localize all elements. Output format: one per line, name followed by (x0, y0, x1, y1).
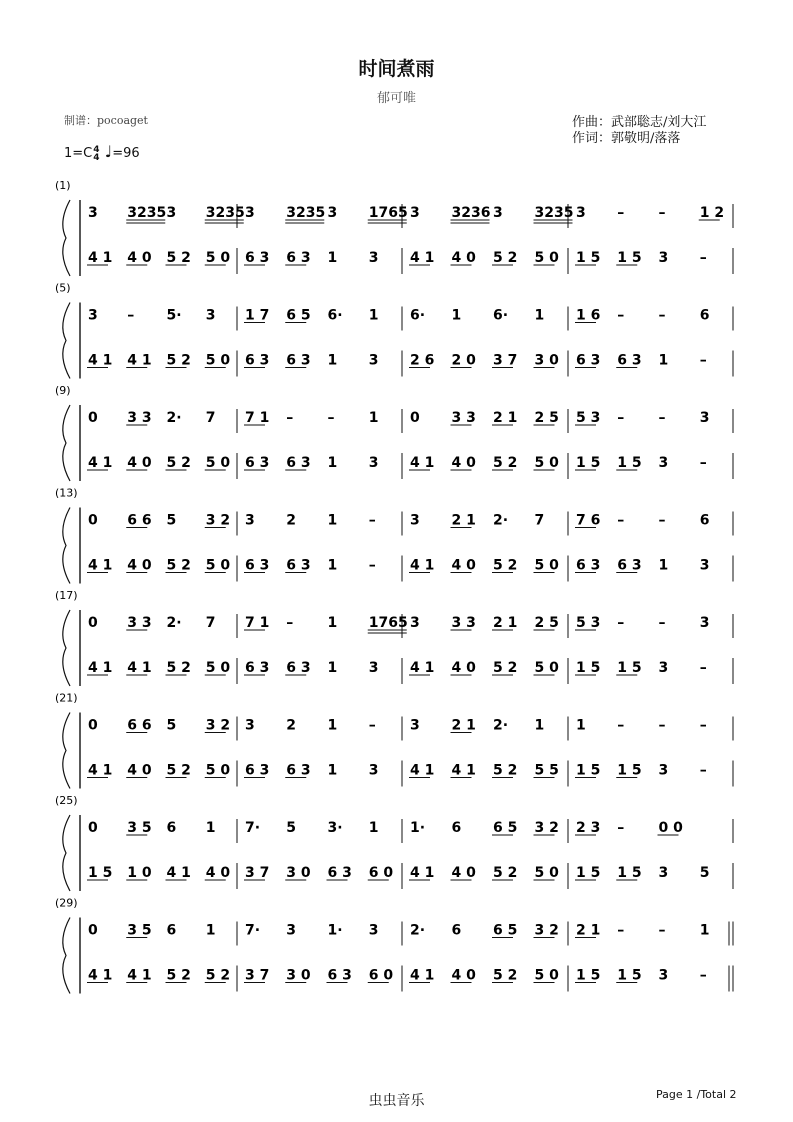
upper-beat: 6 (699, 512, 710, 529)
lower-beat: 4 1 (410, 557, 435, 574)
upper-beat: 3235 (127, 205, 167, 221)
upper-beat: 3 2 (205, 512, 231, 529)
upper-beat: 3 (410, 512, 420, 529)
lower-beat: 4 1 (410, 250, 435, 266)
upper-beat: 0 (88, 410, 98, 426)
lower-beat: 4 1 (410, 660, 435, 676)
page-number: Page 1 /Total 2 (656, 1088, 737, 1101)
lower-beat: 1 5 (88, 865, 113, 881)
lower-beat: 6 3 (617, 557, 642, 574)
upper-beat: 1 (327, 717, 338, 734)
lower-beat: 4 1 (127, 352, 152, 369)
lower-beat: 1 (327, 762, 338, 779)
upper-beat: 1 6 (576, 307, 601, 324)
upper-beat: 5 3 (576, 410, 601, 426)
system-number: (9) (55, 384, 71, 397)
lower-beat: 4 0 (127, 557, 152, 574)
system-number: (25) (55, 794, 78, 807)
lower-beat: 4 0 (127, 762, 152, 779)
upper-beat: 5· (166, 307, 182, 324)
lower-beat: 3 (368, 250, 379, 266)
upper-beat: 1 2 (699, 205, 725, 221)
lower-beat: 5 2 (493, 660, 518, 676)
upper-beat: 3236 (451, 205, 491, 221)
lower-beat: 1 5 (617, 865, 642, 881)
notator-credit: 制谱：pocoaget (64, 114, 148, 127)
upper-beat: – (699, 717, 707, 734)
lower-beat: 6 0 (368, 967, 394, 984)
upper-beat: 3 (410, 205, 420, 221)
upper-beat: 1 (576, 717, 586, 734)
lower-beat: 6 3 (286, 660, 311, 676)
lower-beat: 5 2 (205, 967, 231, 984)
upper-beat: 3 (88, 307, 98, 324)
lower-beat: 5 2 (166, 967, 191, 984)
system-number: (5) (55, 281, 71, 295)
upper-beat: 7· (245, 820, 261, 836)
upper-beat: 6 (166, 820, 177, 836)
upper-beat: 6 (699, 307, 710, 324)
lower-beat: 6 3 (576, 352, 601, 369)
lower-beat: 1 0 (127, 865, 152, 881)
quarter-note-icon: ♩ (104, 142, 113, 161)
upper-beat: 1 (368, 307, 379, 324)
lower-beat: 5 2 (166, 660, 191, 676)
lower-beat: 5 0 (534, 865, 559, 881)
lower-beat: 4 0 (451, 250, 476, 266)
lower-beat: 6 3 (286, 455, 311, 471)
grand-staff-brace (63, 405, 70, 481)
lower-beat: 3 7 (493, 352, 518, 369)
lower-beat: – (699, 250, 707, 266)
lower-beat: 6 3 (245, 660, 270, 676)
lower-beat: 6 3 (286, 557, 311, 574)
upper-beat: – (658, 922, 666, 939)
upper-beat: 1 (699, 922, 710, 939)
upper-beat: 1765 (368, 615, 408, 631)
system-number: (17) (55, 589, 78, 602)
lower-beat: 5 2 (493, 250, 518, 266)
upper-beat: 0 (88, 512, 98, 529)
grand-staff-brace (63, 303, 70, 379)
lower-beat: 6 3 (327, 967, 352, 984)
upper-beat: 2· (166, 410, 182, 426)
lower-beat: 4 0 (451, 557, 476, 574)
upper-beat: 6 (451, 922, 462, 939)
upper-beat: 2 (286, 512, 296, 529)
lower-beat: 1 5 (617, 967, 642, 984)
upper-beat: – (617, 512, 625, 529)
lower-beat: 4 1 (88, 967, 113, 984)
upper-beat: 2 1 (451, 717, 476, 734)
upper-beat: – (658, 717, 666, 734)
upper-beat: 6· (493, 307, 509, 324)
upper-beat: 5 (166, 512, 177, 529)
upper-beat: 5 3 (576, 615, 601, 631)
upper-beat: 3· (327, 820, 343, 836)
lower-beat: 4 1 (410, 967, 435, 984)
lower-beat: 5 0 (205, 352, 231, 369)
lower-beat: 5 0 (205, 762, 231, 779)
upper-beat: – (658, 307, 666, 324)
lower-beat: – (368, 557, 376, 574)
lower-beat: 5 2 (493, 455, 518, 471)
lower-beat: 4 1 (88, 660, 113, 676)
lower-beat: 5 2 (493, 762, 518, 779)
upper-beat: 6 5 (493, 922, 518, 939)
upper-beat: 3 (205, 307, 216, 324)
lower-beat: 4 1 (410, 762, 435, 779)
upper-beat: 0 (88, 717, 98, 734)
upper-beat: 7 (205, 615, 216, 631)
upper-beat: 2 5 (534, 615, 559, 631)
upper-beat: 3 (286, 922, 296, 939)
lower-beat: 3 (658, 250, 669, 266)
lower-beat: 5 0 (205, 455, 231, 471)
grand-staff-brace (63, 200, 70, 276)
upper-beat: 1· (327, 922, 343, 939)
lower-beat: 4 1 (166, 865, 191, 881)
upper-beat: 3 3 (451, 410, 476, 426)
upper-beat: 3 (245, 205, 255, 221)
lower-beat: – (699, 660, 707, 676)
lower-beat: – (699, 455, 707, 471)
lower-beat: 3 (658, 865, 669, 881)
upper-beat: 7 1 (245, 410, 270, 426)
upper-beat: – (617, 615, 625, 631)
upper-beat: 6 6 (127, 717, 152, 734)
grand-staff-brace (63, 815, 70, 891)
lower-beat: 1 (327, 660, 338, 676)
upper-beat: 3235 (205, 205, 245, 221)
upper-beat: 3 2 (205, 717, 231, 734)
lower-beat: 4 1 (88, 352, 113, 369)
upper-beat: 1 (368, 820, 379, 836)
lower-beat: – (699, 967, 707, 984)
lower-beat: 1 (327, 250, 338, 266)
upper-beat: 2 3 (576, 820, 601, 836)
upper-beat: – (368, 717, 376, 734)
lower-beat: 3 (658, 967, 669, 984)
lower-beat: 4 1 (88, 557, 113, 574)
upper-beat: 3 (699, 410, 710, 426)
upper-beat: 3 (410, 717, 420, 734)
upper-beat: 7 (205, 410, 216, 426)
upper-beat: 2 1 (493, 615, 518, 631)
system-number: (1) (55, 179, 71, 192)
upper-beat: 2 (286, 717, 296, 734)
upper-beat: 3 (368, 922, 379, 939)
upper-beat: 3 3 (127, 410, 152, 426)
lower-beat: 4 0 (127, 250, 152, 266)
upper-beat: – (658, 512, 666, 529)
lower-beat: 6 3 (245, 557, 270, 574)
lower-beat: 2 6 (410, 352, 435, 369)
lower-beat: 4 1 (410, 455, 435, 471)
upper-beat: 3 (576, 205, 586, 221)
lower-beat: 5 0 (534, 967, 559, 984)
lower-beat: 3 (658, 455, 669, 471)
lower-beat: 5 5 (534, 762, 559, 779)
lower-beat: 4 0 (127, 455, 152, 471)
lower-beat: 3 0 (534, 352, 559, 369)
upper-beat: – (658, 205, 666, 221)
upper-beat: 2 1 (493, 410, 518, 426)
upper-beat: – (617, 922, 625, 939)
lower-beat: 4 1 (410, 865, 435, 881)
upper-beat: 7· (245, 922, 261, 939)
upper-beat: 6· (410, 307, 426, 324)
lower-beat: 3 7 (245, 967, 270, 984)
lower-beat: 1 5 (617, 455, 642, 471)
upper-beat: – (617, 307, 625, 324)
lower-beat: 1 5 (576, 762, 601, 779)
lower-beat: 6 3 (245, 352, 270, 369)
upper-beat: – (127, 307, 135, 324)
lower-beat: – (699, 352, 707, 369)
upper-beat: 2 1 (576, 922, 601, 939)
lower-beat: 5 2 (166, 352, 191, 369)
lower-beat: 3 (368, 660, 379, 676)
upper-beat: 7 1 (245, 615, 270, 631)
lower-beat: 5 2 (493, 967, 518, 984)
lower-beat: 4 0 (451, 865, 476, 881)
lower-beat: 6 3 (327, 865, 352, 881)
lower-beat: 5 0 (534, 250, 559, 266)
lower-beat: 4 1 (451, 762, 476, 779)
lower-beat: 6 3 (576, 557, 601, 574)
lower-beat: 6 3 (286, 762, 311, 779)
lower-beat: 5 (699, 865, 710, 881)
upper-beat: 0 0 (658, 820, 683, 836)
lower-beat: 4 0 (451, 660, 476, 676)
composer-credit: 作曲：武部聡志/刘大江 (572, 115, 707, 130)
upper-beat: 6 6 (127, 512, 152, 529)
lower-beat: 4 1 (88, 250, 113, 266)
upper-beat: – (617, 717, 625, 734)
lower-beat: 1 5 (576, 455, 601, 471)
upper-beat: 6 (166, 922, 177, 939)
lower-beat: 3 0 (286, 967, 311, 984)
lower-beat: 5 2 (166, 455, 191, 471)
upper-beat: 7 6 (576, 512, 601, 529)
upper-beat: 1 7 (245, 307, 270, 324)
lower-beat: 3 0 (286, 865, 311, 881)
lower-beat: 6 0 (368, 865, 394, 881)
lower-beat: 4 0 (451, 455, 476, 471)
time-bottom: 4 (93, 152, 100, 163)
lower-beat: 3 (368, 455, 379, 471)
upper-beat: 2· (166, 615, 182, 631)
upper-beat: 3235 (286, 205, 326, 221)
upper-beat: 3 5 (127, 820, 152, 836)
upper-beat: 1 (451, 307, 462, 324)
upper-beat: 3 3 (451, 615, 476, 631)
upper-beat: 1· (410, 820, 426, 836)
upper-beat: – (617, 205, 625, 221)
upper-beat: – (286, 615, 294, 631)
lower-beat: 5 2 (166, 250, 191, 266)
lower-beat: 6 3 (286, 352, 311, 369)
grand-staff-brace (63, 713, 70, 789)
upper-beat: 6 5 (286, 307, 311, 324)
upper-beat: – (327, 410, 335, 426)
lower-beat: 4 1 (127, 967, 152, 984)
upper-beat: 3 5 (127, 922, 152, 939)
upper-beat: 3 (245, 512, 255, 529)
page-title: 时间煮雨 (358, 58, 435, 80)
lower-beat: 1 5 (576, 660, 601, 676)
upper-beat: 1 (327, 615, 338, 631)
upper-beat: 0 (88, 922, 98, 939)
upper-beat: – (286, 410, 294, 426)
lower-beat: 6 3 (245, 455, 270, 471)
lower-beat: 4 1 (88, 762, 113, 779)
upper-beat: 1 (327, 512, 338, 529)
lower-beat: 4 1 (88, 455, 113, 471)
upper-beat: – (658, 615, 666, 631)
system-number: (21) (55, 691, 78, 705)
lower-beat: 1 5 (576, 967, 601, 984)
upper-beat: 3 2 (534, 922, 559, 939)
lower-beat: 5 0 (534, 557, 559, 574)
upper-beat: – (617, 410, 625, 426)
upper-beat: 3 2 (534, 820, 559, 836)
footer-site: 虫虫音乐 (368, 1093, 425, 1109)
lower-beat: 5 0 (205, 250, 231, 266)
lower-beat: 1 5 (576, 250, 601, 266)
lower-beat: 5 2 (166, 557, 191, 574)
upper-beat: 7 (534, 512, 545, 529)
lower-beat: 2 0 (451, 352, 476, 369)
upper-beat: 3 (327, 205, 338, 221)
lower-beat: 6 3 (617, 352, 642, 369)
system-number: (29) (55, 896, 78, 910)
upper-beat: 3 (88, 205, 98, 221)
upper-beat: – (368, 512, 376, 529)
upper-beat: 5 (286, 820, 296, 836)
lower-beat: 3 (658, 660, 669, 676)
grand-staff-brace (63, 508, 70, 584)
lower-beat: 1 (658, 557, 669, 574)
upper-beat: 2 1 (451, 512, 476, 529)
lower-beat: 6 3 (245, 762, 270, 779)
lower-beat: 3 (699, 557, 710, 574)
upper-beat: 0 (88, 820, 98, 836)
upper-beat: 3235 (534, 205, 574, 221)
lower-beat: – (699, 762, 707, 779)
upper-beat: 3 (166, 205, 177, 221)
lower-beat: 5 2 (166, 762, 191, 779)
time-top: 4 (93, 144, 100, 155)
lower-beat: 1 5 (576, 865, 601, 881)
upper-beat: 5 (166, 717, 177, 734)
upper-beat: 2 5 (534, 410, 559, 426)
upper-beat: 0 (410, 410, 420, 426)
upper-beat: 2· (493, 717, 509, 734)
upper-beat: 3 (699, 615, 710, 631)
lower-beat: 5 0 (534, 660, 559, 676)
lower-beat: 6 3 (286, 250, 311, 266)
upper-beat: 3 (410, 615, 420, 631)
upper-beat: 6 5 (493, 820, 518, 836)
lower-beat: 1 5 (617, 250, 642, 266)
upper-beat: 1 (205, 922, 216, 939)
lower-beat: 3 (368, 762, 379, 779)
upper-beat: 3 (493, 205, 503, 221)
lower-beat: 5 0 (534, 455, 559, 471)
tempo-value: =96 (112, 146, 140, 161)
lower-beat: 1 (658, 352, 669, 369)
lower-beat: 4 0 (205, 865, 231, 881)
lower-beat: 1 (327, 352, 338, 369)
lower-beat: 3 (368, 352, 379, 369)
lower-beat: 1 5 (617, 762, 642, 779)
upper-beat: 6· (327, 307, 343, 324)
upper-beat: 1 (368, 410, 379, 426)
lower-beat: 5 0 (205, 660, 231, 676)
system-number: (13) (55, 486, 78, 500)
upper-beat: 3 (245, 717, 255, 734)
singer-name: 郁可唯 (376, 91, 416, 106)
key-label: 1=C (64, 146, 93, 161)
upper-beat: 1 (534, 307, 545, 324)
upper-beat: – (658, 410, 666, 426)
grand-staff-brace (63, 610, 70, 686)
lyricist-credit: 作词：郭敬明/落落 (572, 131, 681, 146)
upper-beat: 1 (534, 717, 545, 734)
lower-beat: 4 1 (127, 660, 152, 676)
lower-beat: 3 (658, 762, 669, 779)
lower-beat: 5 2 (493, 557, 518, 574)
lower-beat: 3 7 (245, 865, 270, 881)
upper-beat: – (617, 820, 625, 836)
upper-beat: 6 (451, 820, 462, 836)
lower-beat: 4 0 (451, 967, 476, 984)
lower-beat: 1 (327, 455, 338, 471)
lower-beat: 5 2 (493, 865, 518, 881)
grand-staff-brace (63, 918, 70, 994)
upper-beat: 2· (410, 922, 426, 939)
lower-beat: 1 (327, 557, 338, 574)
upper-beat: 2· (493, 512, 509, 529)
upper-beat: 1765 (368, 205, 408, 221)
lower-beat: 5 0 (205, 557, 231, 574)
upper-beat: 1 (205, 820, 216, 836)
lower-beat: 6 3 (245, 250, 270, 266)
upper-beat: 3 3 (127, 615, 152, 631)
lower-beat: 1 5 (617, 660, 642, 676)
upper-beat: 0 (88, 615, 98, 631)
